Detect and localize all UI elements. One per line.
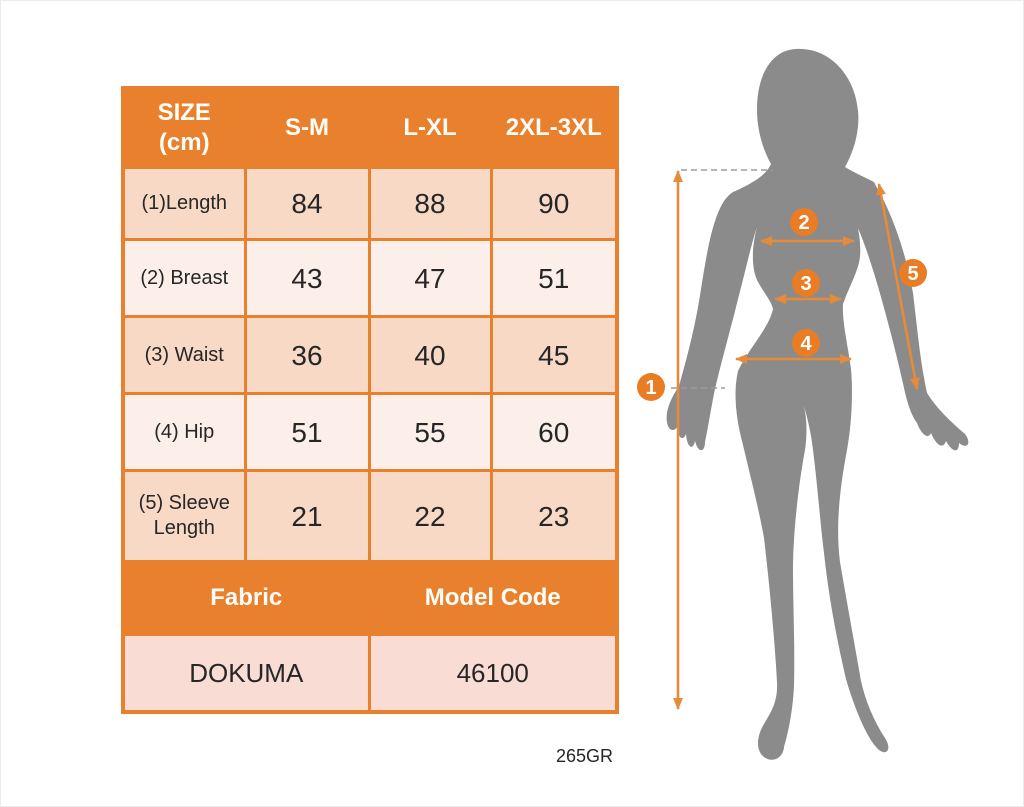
- measurement-badge-1: [637, 373, 665, 401]
- measurement-badge-5: [899, 259, 927, 287]
- value-cell: 45: [491, 317, 617, 394]
- fabric-header: Fabric: [123, 562, 369, 635]
- value-cell: 47: [369, 240, 491, 317]
- table-row-length: [123, 168, 617, 240]
- value-cell: 21: [245, 471, 369, 562]
- model-code-header: Model Code: [369, 562, 617, 635]
- size-cm-header: [123, 88, 245, 168]
- value-cell: 90: [491, 168, 617, 240]
- badge-label-3: 3: [800, 273, 812, 295]
- value-cell: 43: [245, 240, 369, 317]
- table-row-hip: [123, 394, 617, 471]
- measurement-badge-3: [792, 269, 820, 297]
- row-label: (3) Waist: [123, 317, 245, 394]
- weight-note: 265GR: [555, 746, 613, 766]
- measurement-figure: [621, 31, 1024, 807]
- size-table: [121, 86, 619, 714]
- size-header-line1: SIZE: [157, 99, 211, 126]
- table-row-waist: [123, 317, 617, 394]
- measurement-badge-4: [792, 329, 820, 357]
- value-cell: 51: [245, 394, 369, 471]
- value-cell: 51: [491, 240, 617, 317]
- badge-label-1: 1: [645, 377, 657, 399]
- row-label: (4) Hip: [123, 394, 245, 471]
- value-cell: 22: [369, 471, 491, 562]
- column-header-lxl: L-XL: [369, 88, 491, 168]
- value-cell: 60: [491, 394, 617, 471]
- fabric-value: DOKUMA: [123, 635, 369, 713]
- value-cell: 84: [245, 168, 369, 240]
- value-cell: 88: [369, 168, 491, 240]
- size-header-line2: (cm): [158, 129, 210, 156]
- value-cell: 40: [369, 317, 491, 394]
- column-header-sm: S-M: [245, 88, 369, 168]
- column-header-2xl3xl: 2XL-3XL: [491, 88, 617, 168]
- badge-label-2: 2: [798, 212, 810, 234]
- table-row-sleeve-length: [123, 471, 617, 562]
- table-header-row: [123, 88, 617, 168]
- table-footer-header-row: [123, 562, 617, 635]
- value-cell: 36: [245, 317, 369, 394]
- woman-silhouette-image: [667, 49, 969, 760]
- table-footer-value-row: [123, 635, 617, 713]
- value-cell: 55: [369, 394, 491, 471]
- value-cell: 23: [491, 471, 617, 562]
- table-row-breast: [123, 240, 617, 317]
- badge-label-4: 4: [800, 333, 812, 355]
- badge-label-5: 5: [907, 263, 919, 285]
- row-label: (1)Length: [123, 168, 245, 240]
- model-code-value: 46100: [369, 635, 617, 713]
- row-label: (2) Breast: [123, 240, 245, 317]
- row-label: (5) Sleeve Length: [123, 471, 245, 562]
- measurement-badge-2: [790, 208, 818, 236]
